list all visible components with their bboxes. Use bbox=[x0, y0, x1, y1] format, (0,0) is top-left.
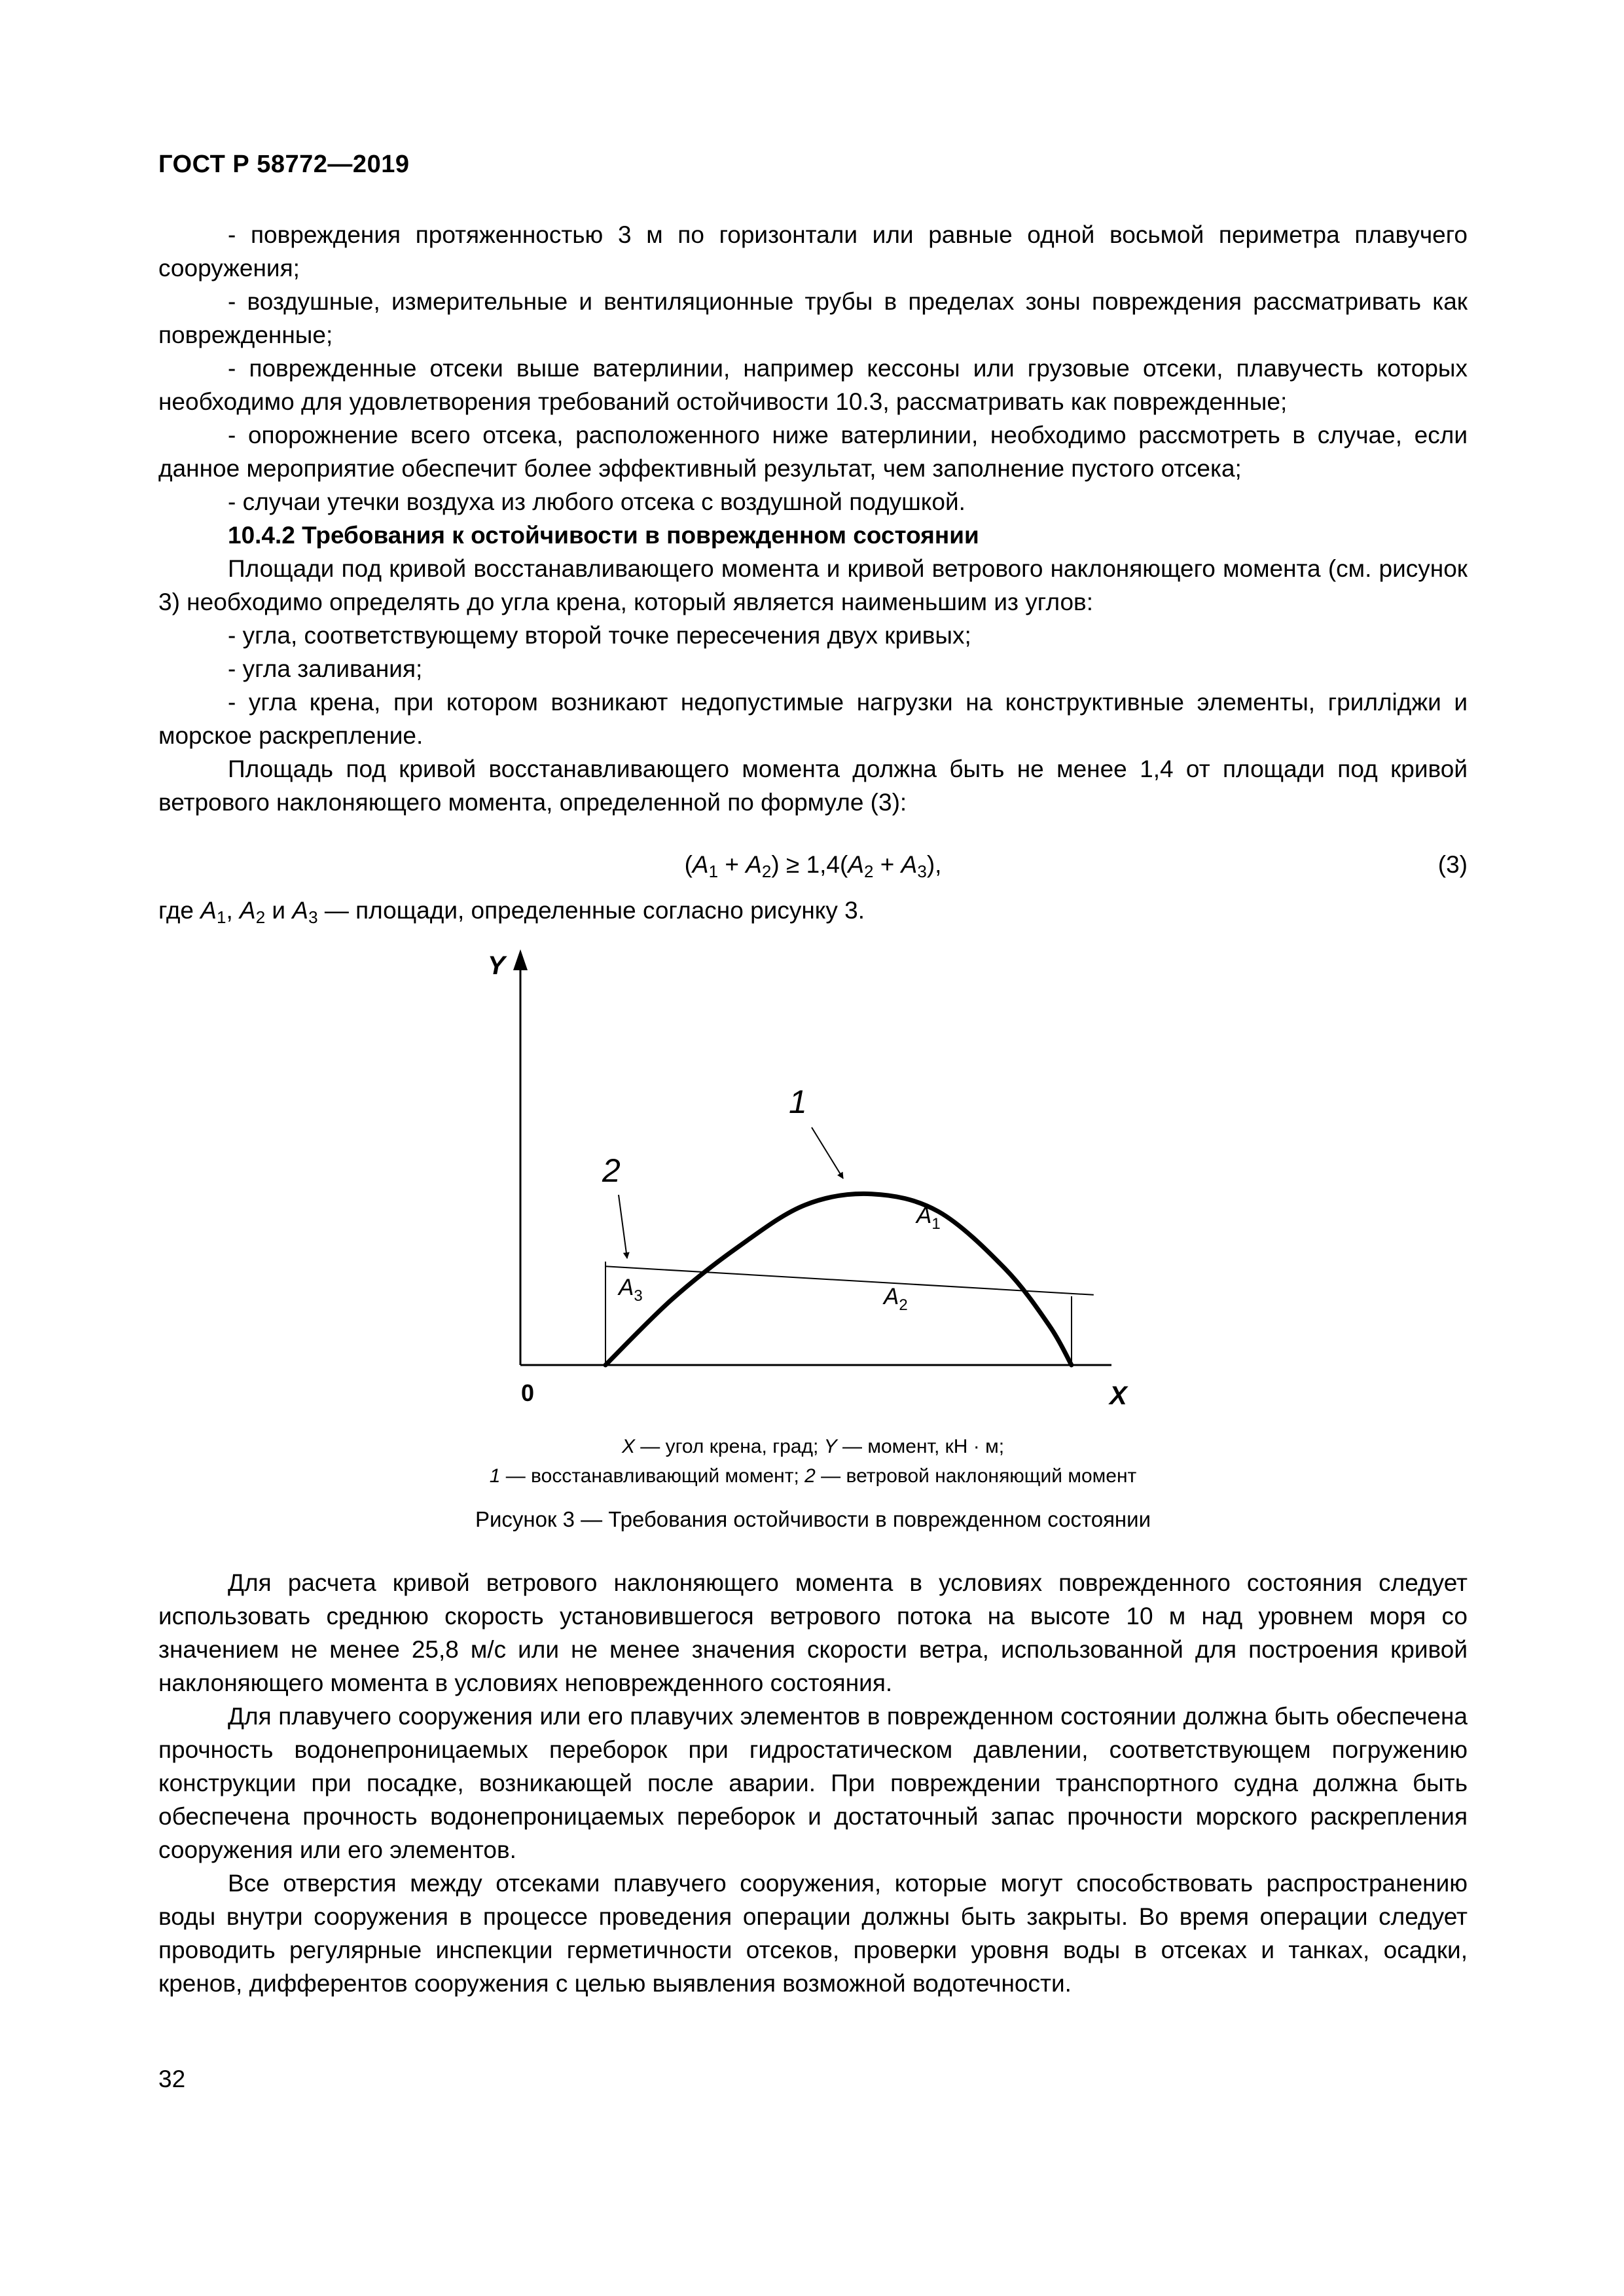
list-item: - поврежденные отсеки выше ватерлинии, например кессоны или грузовые отсеки, плавучесть которых необходимо для удовлетворения требований остойчивости 10.3, рассматривать как поврежденные; bbox=[158, 355, 1468, 415]
area-requirement: Площадь под кривой восстанавливающего момента должна быть не менее 1,4 от площади под кривой ветрового наклоняющего момента, определенной по формуле (3): bbox=[158, 756, 1468, 816]
figure-caption: Рисунок 3 — Требования остойчивости в поврежденном состоянии bbox=[475, 1507, 1151, 1531]
curve-label-1: 1 bbox=[789, 1084, 807, 1120]
formula-where: где $A_1$, $A_2$ и $A_3$ — площади, определенные согласно рисунку 3. bbox=[158, 897, 865, 927]
area-label-a3: $A_3$ bbox=[619, 1275, 643, 1305]
document-id: ГОСТ Р 58772—2019 bbox=[158, 151, 410, 178]
curve-label-2: 2 bbox=[602, 1152, 621, 1189]
formula-number: (3) bbox=[1437, 851, 1468, 878]
angle-item: - угла, соответствующему второй точке пересечения двух кривых; bbox=[228, 622, 971, 649]
body-after-figure bbox=[158, 1566, 1468, 2000]
figure-legend-line-2: 1 — восстанавливающий момент; 2 — ветровой наклоняющий момент bbox=[489, 1465, 1137, 1487]
page-number: 32 bbox=[158, 2066, 186, 2092]
curve-label-2-leader bbox=[619, 1195, 627, 1258]
list-item: - случаи утечки воздуха из любого отсека с воздушной подушкой. bbox=[228, 488, 965, 515]
paragraph: Для плавучего сооружения или его плавучих элементов в поврежденном состоянии должна быть обеспечена прочность водонепроницаемых переборок при гидростатическом давлении, соответствующем погружению конструкции при посадке, возникающей после аварии. При повреждении транспортного судна должна быть обеспечена прочность водонепроницаемых переборок и достаточный запас прочности морского раскрепления сооружения или его элементов. bbox=[158, 1703, 1468, 1863]
area-label-a1: $A_1$ bbox=[916, 1203, 941, 1233]
figure-legend-line-1: X — угол крена, град; Y — момент, кН · м; bbox=[621, 1436, 1005, 1457]
area-label-a2: $A_2$ bbox=[884, 1284, 908, 1314]
paragraph: Для расчета кривой ветрового наклоняющего момента в условиях поврежденного состояния следует использовать среднюю скорость установившегося ветрового потока на высоте 10 м над уровнем моря со значением не менее 25,8 м/с или не менее значения скорости ветра, использованной для построения кривой наклоняющего момента в условиях неповрежденного состояния. bbox=[158, 1569, 1468, 1696]
origin-label: 0 bbox=[521, 1379, 535, 1406]
section-intro: Площади под кривой восстанавливающего момента и кривой ветрового наклоняющего момента (см. рисунок 3) необходимо определять до угла крена, который является наименьшим из углов: bbox=[158, 555, 1468, 615]
curve-label-1-leader bbox=[812, 1127, 843, 1178]
y-axis-label: Y bbox=[488, 951, 505, 980]
list-item: - опорожнение всего отсека, расположенного ниже ватерлинии, необходимо рассмотреть в случае, если данное мероприятие обеспечит более эффективный результат, чем заполнение пустого отсека; bbox=[158, 422, 1468, 482]
y-axis-arrow bbox=[513, 949, 528, 970]
x-axis-label: X bbox=[1110, 1381, 1127, 1410]
section-title: Требования к остойчивости в поврежденном состоянии bbox=[302, 522, 979, 549]
list-item: - воздушные, измерительные и вентиляционные трубы в пределах зоны повреждения рассматривать как поврежденные; bbox=[158, 288, 1468, 348]
angle-item: - угла заливания; bbox=[228, 655, 423, 682]
formula-expression: $(A_1 + A_2) \ge 1,4(A_2 + A_3)$, bbox=[684, 851, 942, 881]
angle-item: - угла крена, при котором возникают недопустимые нагрузки на конструктивные элементы, грилліджи и морское раскрепление. bbox=[158, 689, 1468, 749]
list-item: - повреждения протяженностью 3 м по горизонтали или равные одной восьмой периметра плавучего сооружения; bbox=[158, 221, 1468, 282]
paragraph: Все отверстия между отсеками плавучего сооружения, которые могут способствовать распространению воды внутри сооружения в процессе проведения операции должны быть закрыты. Во время операции следует проводить регулярные инспекции герметичности отсеков, проверки уровня воды в отсеках и танках, осадки, кренов, дифферентов сооружения с целью выявления возможной водотечности. bbox=[158, 1870, 1468, 1997]
section-number: 10.4.2 bbox=[228, 522, 295, 549]
